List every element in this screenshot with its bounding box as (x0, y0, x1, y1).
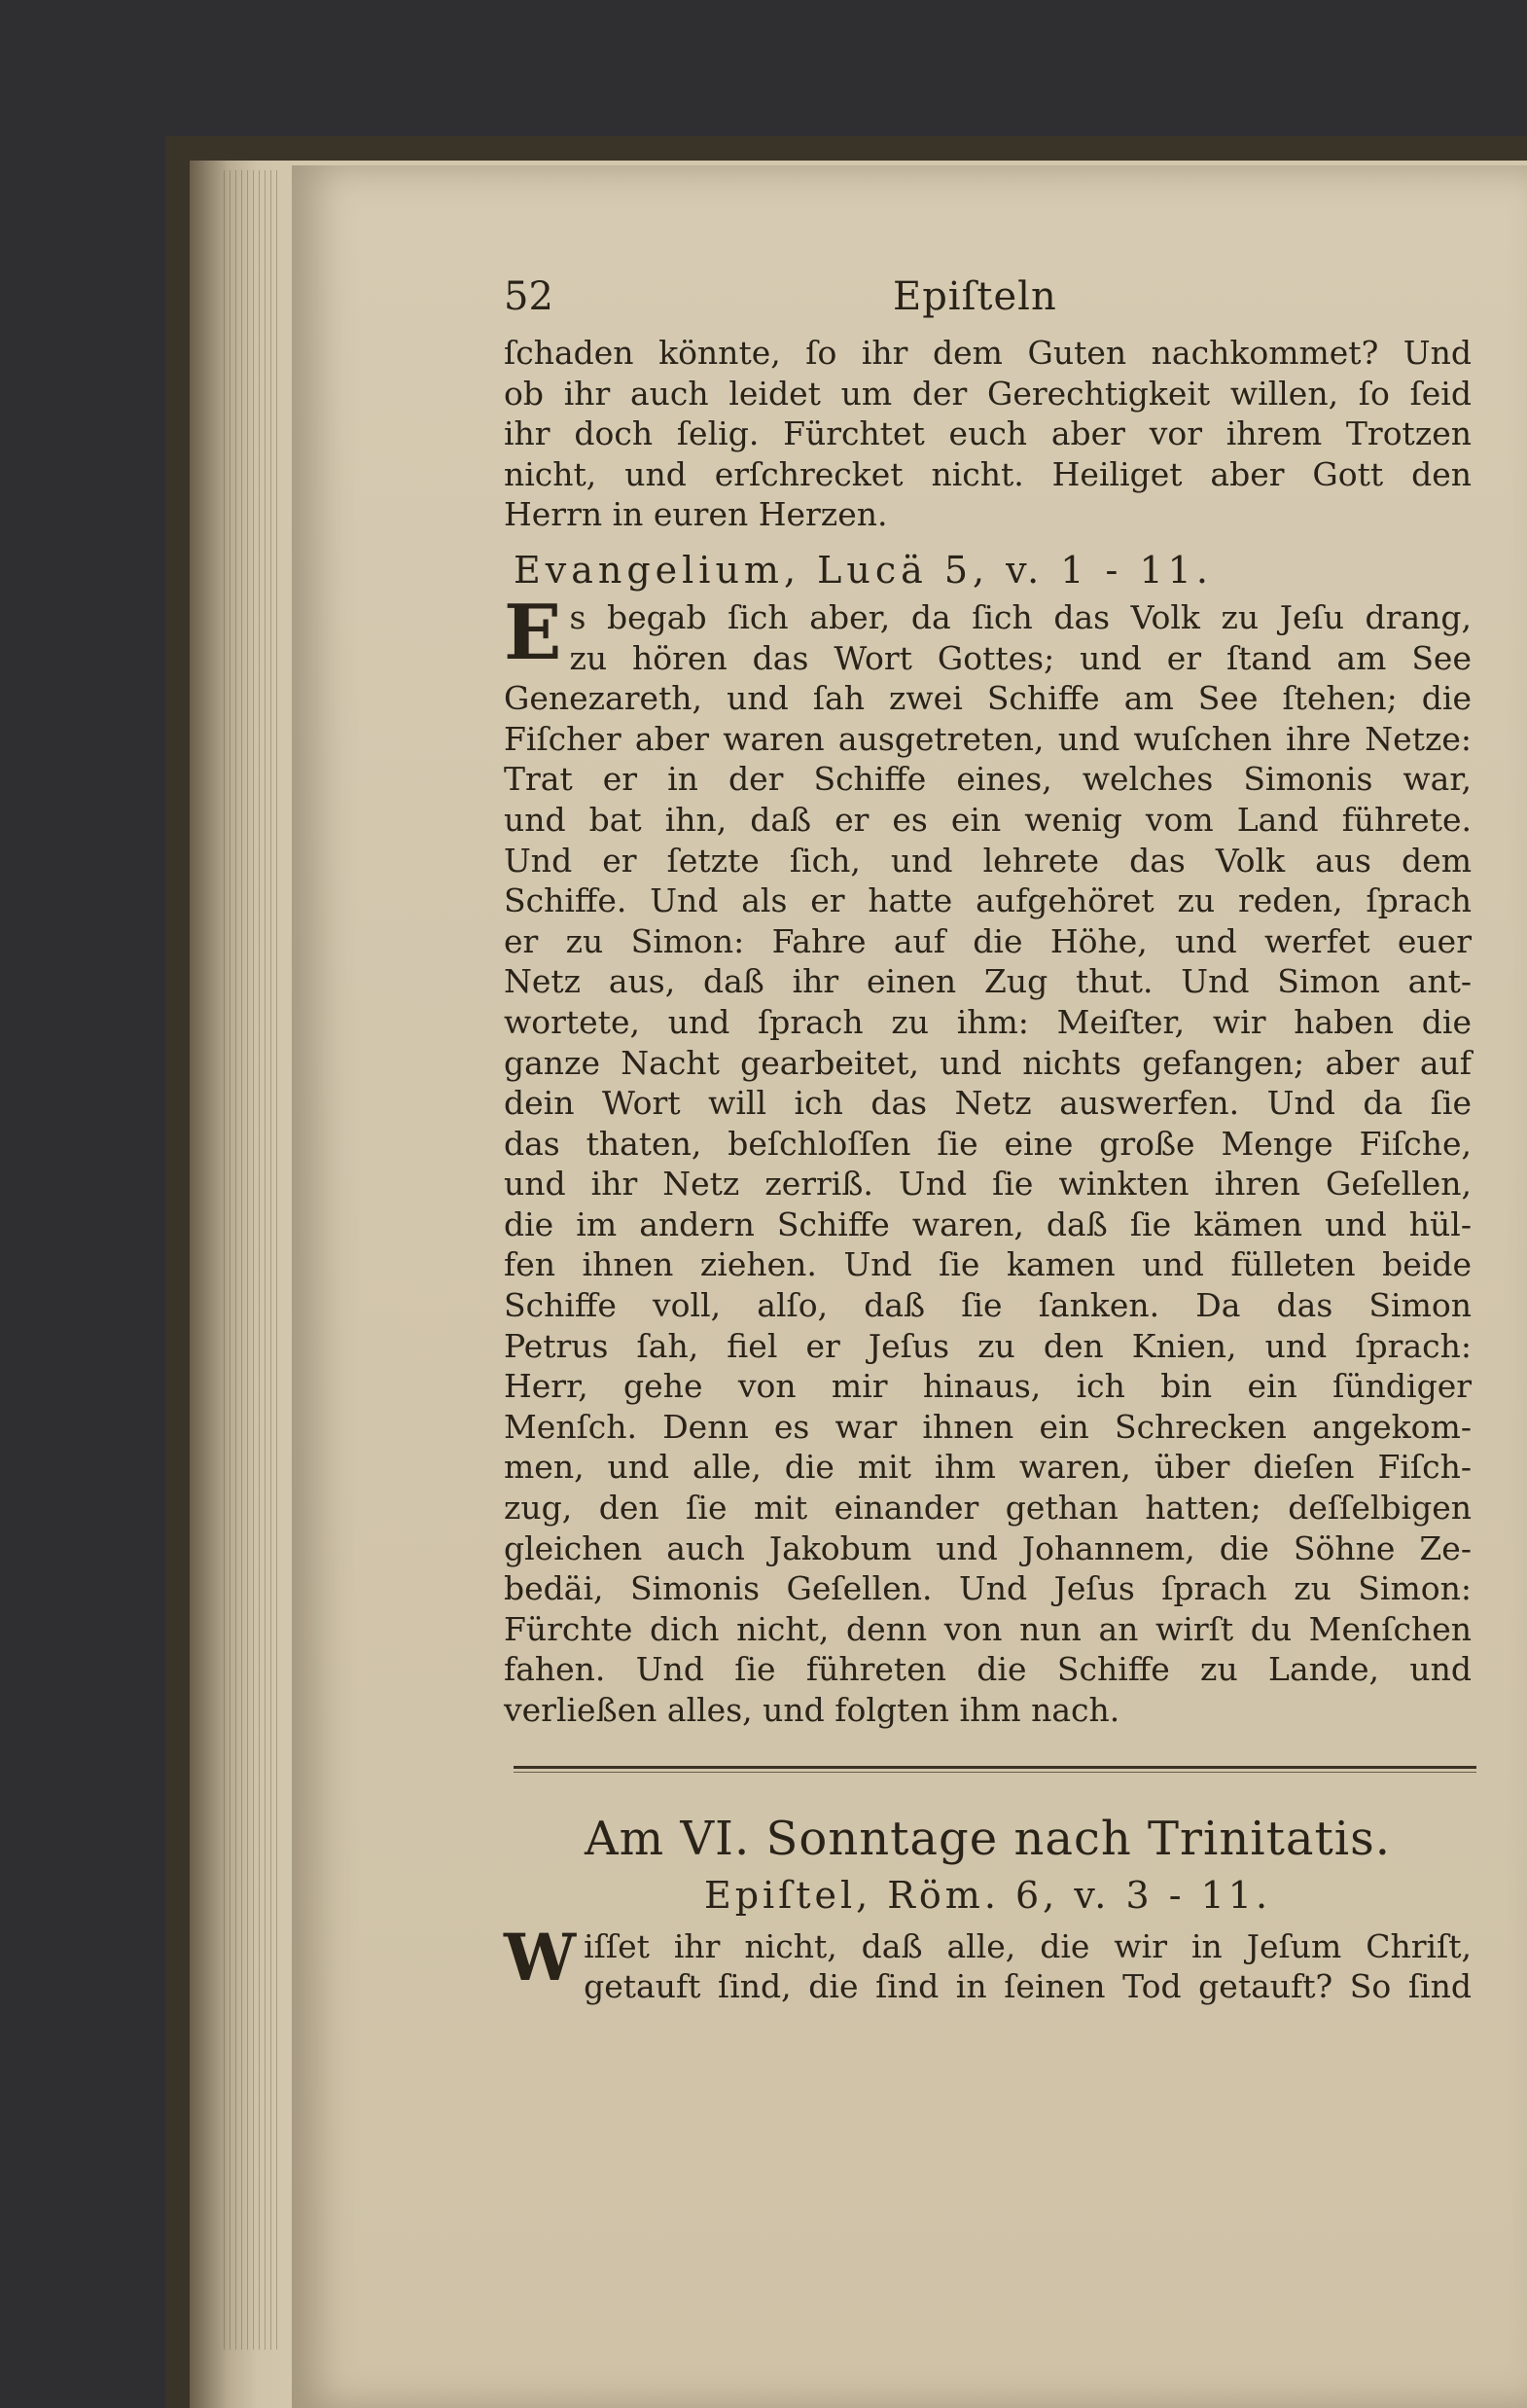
text-line: verließen alles, und folgten ihm nach. (504, 1691, 1120, 1729)
page-number: 52 (504, 274, 553, 319)
text-line: Und er ſetzte ſich, und lehrete das Volk aus dem (504, 841, 1472, 880)
text-line: ob ihr auch leidet um der Gerechtigkeit willen, ſo ſeid (504, 374, 1472, 413)
text-line: und bat ihn, daß er es ein wenig vom Land führete. (504, 800, 1472, 839)
text-line: die im andern Schiffe waren, daß ſie kämen und hül- (504, 1204, 1472, 1243)
page-edges (224, 170, 282, 2350)
text-line: nicht, und erſchrecket nicht. Heiliget aber Gott den (504, 454, 1472, 493)
text-line: wortete, und ſprach zu ihm: Meiſter, wir haben die (504, 1002, 1472, 1041)
text-line: iſſet ihr nicht, daß alle, die wir in Jeſum Chriſt, (584, 1926, 1472, 1965)
text-line: s begab ſich aber, da ſich das Volk zu Jeſu drang, (569, 597, 1472, 636)
gospel-heading: Evangelium, Lucä 5, v. 1 - 11. (514, 548, 1213, 592)
text-line: ihr doch ſelig. Fürchtet euch aber vor ihrem Trotzen (504, 414, 1472, 453)
sunday-title: Am VI. Sonntage nach Trinitatis. (584, 1811, 1392, 1866)
text-line: Herrn in euren Herzen. (504, 495, 888, 534)
text-line: Schiffe voll, alſo, daß ſie ſanken. Da das Simon (504, 1286, 1472, 1325)
epistle-heading: Epiſtel, Röm. 6, v. 3 - 11. (703, 1873, 1272, 1917)
text-line: Herr, gehe von mir hinaus, ich bin ein ſündiger (504, 1367, 1472, 1406)
text-line: zug, den ſie mit einander gethan hatten; deſſelbigen (504, 1489, 1472, 1527)
text-line: dein Wort will ich das Netz auswerfen. Und da ſie (504, 1084, 1472, 1123)
section-divider-thin (514, 1772, 1476, 1773)
text-line: Petrus ſah, fiel er Jeſus zu den Knien, und ſprach: (504, 1326, 1472, 1365)
text-line: Fürchte dich nicht, denn von nun an wirſt du Menſchen (504, 1609, 1472, 1648)
text-line: fahen. Und ſie führeten die Schiffe zu Lande, und (504, 1650, 1472, 1689)
drop-cap: W (504, 1919, 577, 1995)
text-line: men, und alle, die mit ihm waren, über dieſen Fiſch- (504, 1448, 1472, 1487)
drop-cap: E (504, 588, 562, 677)
text-line: Fiſcher aber waren ausgetreten, und wuſchen ihre Netze: (504, 719, 1472, 758)
text-line: zu hören das Wort Gottes; und er ſtand am See (569, 638, 1472, 677)
section-divider (514, 1766, 1476, 1769)
text-line: Schiffe. Und als er hatte aufgehöret zu reden, ſprach (504, 881, 1472, 920)
text-line: Menſch. Denn es war ihnen ein Schrecken angekom- (504, 1407, 1472, 1446)
text-line: ganze Nacht gearbeitet, und nichts gefangen; aber auf (504, 1043, 1472, 1082)
page-content (504, 274, 1472, 2007)
text-line: und ihr Netz zerriß. Und ſie winkten ihren Geſellen, (504, 1165, 1472, 1204)
text-line: getauft ſind, die ſind in ſeinen Tod getauft? So ſind (584, 1967, 1472, 2006)
text-line: bedäi, Simonis Geſellen. Und Jeſus ſprach zu Simon: (504, 1569, 1472, 1608)
page-header (504, 274, 1472, 333)
text-line: er zu Simon: Fahre auf die Höhe, und werfet euer (504, 921, 1472, 960)
gospel-paragraph (504, 588, 1472, 1731)
text-line: ſchaden könnte, ſo ihr dem Guten nachkommet? Und (504, 334, 1472, 372)
running-head: Epiſteln (893, 274, 1057, 319)
text-line: Netz aus, daß ihr einen Zug thut. Und Simon ant- (504, 962, 1472, 1001)
text-line: fen ihnen ziehen. Und ſie kamen und fülleten beide (504, 1245, 1472, 1284)
text-line: Trat er in der Schiffe eines, welches Simonis war, (504, 760, 1472, 799)
text-line: Genezareth, und ſah zwei Schiffe am See ſtehen; die (504, 679, 1472, 718)
epistle-paragraph (504, 1919, 1472, 2007)
intro-paragraph (504, 333, 1472, 535)
text-line: gleichen auch Jakobum und Johannem, die Söhne Ze- (504, 1528, 1472, 1567)
text-line: das thaten, beſchloſſen ſie eine große Menge Fiſche, (504, 1124, 1472, 1163)
